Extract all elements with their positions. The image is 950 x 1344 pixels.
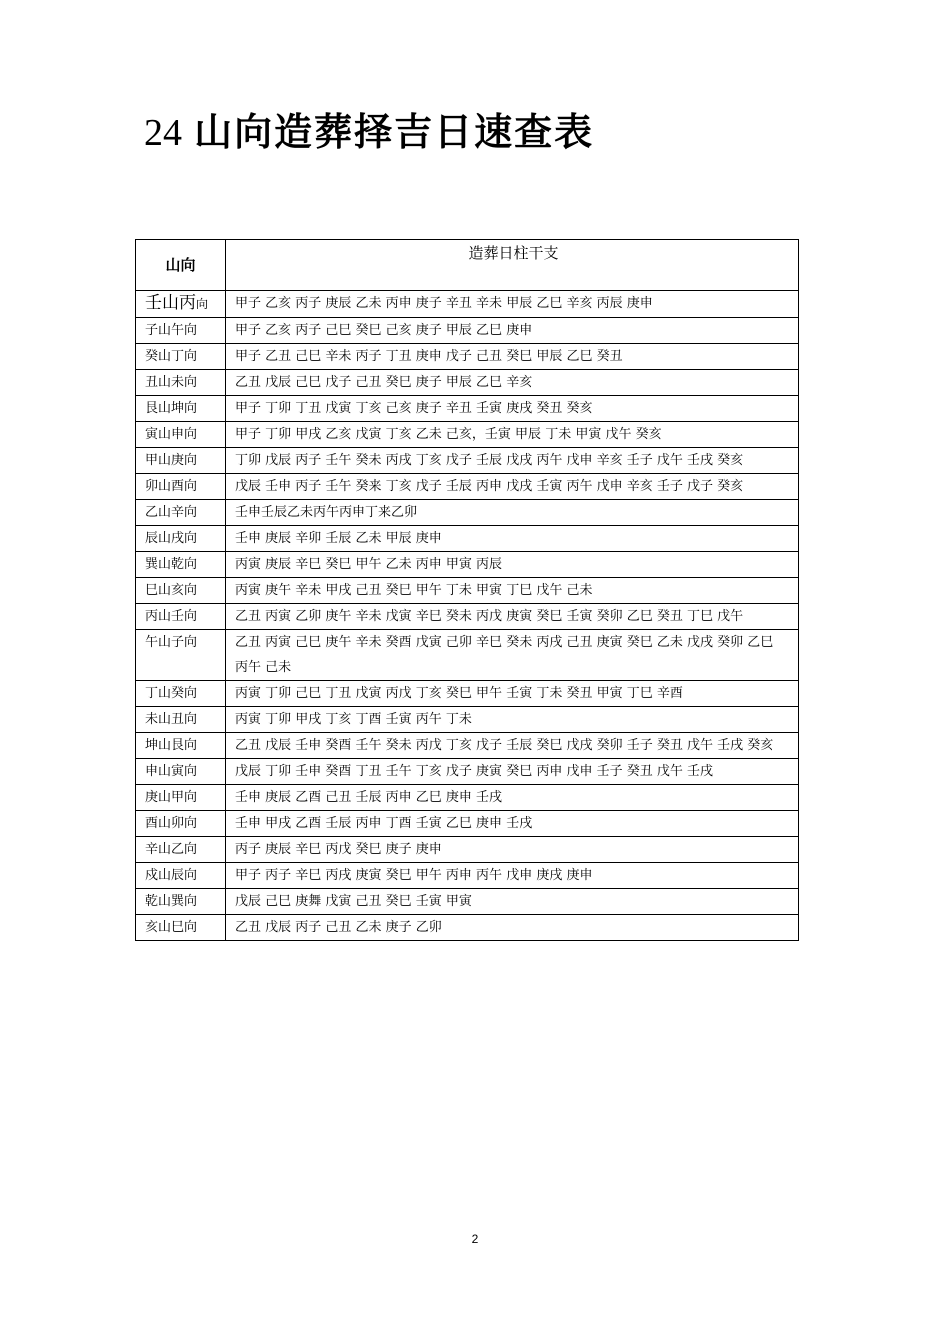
table-row bbox=[136, 681, 799, 707]
dates-cell: 丁卯 戊辰 丙子 壬午 癸未 丙戌 丁亥 戊子 壬辰 戊戌 丙午 戊申 辛亥 壬子 戊午 壬戌 癸亥 bbox=[226, 448, 799, 474]
table-row bbox=[136, 863, 799, 889]
dates-cell: 壬申壬辰乙未丙午丙申丁来乙卯 bbox=[226, 500, 799, 526]
mountain-cell: 戍山辰向 bbox=[136, 863, 226, 889]
mountain-cell: 酉山卯向 bbox=[136, 811, 226, 837]
mountain-cell: 子山午向 bbox=[136, 318, 226, 344]
mountain-cell: 坤山艮向 bbox=[136, 733, 226, 759]
table-row bbox=[136, 500, 799, 526]
page-title bbox=[144, 106, 594, 159]
dates-cell: 戊辰 壬申 丙子 壬午 癸来 丁亥 戊子 壬辰 丙申 戊戌 壬寅 丙午 戊申 辛亥 壬子 戊子 癸亥 bbox=[226, 474, 799, 500]
table-row bbox=[136, 889, 799, 915]
mountain-cell: 未山丑向 bbox=[136, 707, 226, 733]
mountain-cell: 庚山甲向 bbox=[136, 785, 226, 811]
header-mountain: 山向 bbox=[136, 240, 226, 291]
table-header-row bbox=[136, 240, 799, 291]
dates-cell: 壬申 甲戌 乙酉 壬辰 丙申 丁酉 壬寅 乙巳 庚申 壬戌 bbox=[226, 811, 799, 837]
table-row bbox=[136, 733, 799, 759]
mountain-main: 壬山丙 bbox=[145, 293, 196, 313]
dates-cell: 乙丑 戊辰 己巳 戊子 己丑 癸巳 庚子 甲辰 乙巳 辛亥 bbox=[226, 370, 799, 396]
table-row bbox=[136, 474, 799, 500]
table-row bbox=[136, 448, 799, 474]
mountain-cell: 癸山丁向 bbox=[136, 344, 226, 370]
dates-cell: 丙寅 丁卯 己巳 丁丑 戊寅 丙戊 丁亥 癸巳 甲午 壬寅 丁未 癸丑 甲寅 丁巳 辛酉 bbox=[226, 681, 799, 707]
mountain-cell: 卯山酉向 bbox=[136, 474, 226, 500]
dates-cell: 丙寅 庚午 辛未 甲戌 己丑 癸巳 甲午 丁未 甲寅 丁巳 戊午 己未 bbox=[226, 578, 799, 604]
table-row bbox=[136, 759, 799, 785]
table-row bbox=[136, 552, 799, 578]
mountain-cell bbox=[136, 291, 226, 318]
mountain-cell: 巳山亥向 bbox=[136, 578, 226, 604]
table-row bbox=[136, 291, 799, 318]
dates-cell: 乙丑 戊辰 丙子 己丑 乙未 庚子 乙卯 bbox=[226, 915, 799, 941]
mountain-cell: 寅山申向 bbox=[136, 422, 226, 448]
dates-cell: 甲子 丁卯 甲戌 乙亥 戊寅 丁亥 乙未 己亥，壬寅 甲辰 丁未 甲寅 戊午 癸亥 bbox=[226, 422, 799, 448]
dates-cell: 乙丑 丙寅 乙卯 庚午 辛未 戊寅 辛巳 癸未 丙戊 庚寅 癸巳 壬寅 癸卯 乙巳 癸丑 丁巳 戊午 bbox=[226, 604, 799, 630]
dates-cell: 戊辰 己巳 庚舞 戊寅 己丑 癸巳 壬寅 甲寅 bbox=[226, 889, 799, 915]
dates-cell: 甲子 乙亥 丙子 己巳 癸巳 己亥 庚子 甲辰 乙巳 庚申 bbox=[226, 318, 799, 344]
dates-cell: 壬申 庚辰 乙酉 己丑 壬辰 丙申 乙巳 庚申 壬戌 bbox=[226, 785, 799, 811]
mountain-suffix: 向 bbox=[196, 297, 209, 311]
table-row bbox=[136, 422, 799, 448]
dates-cell: 戊辰 丁卯 壬申 癸酉 丁丑 壬午 丁亥 戊子 庚寅 癸巳 丙申 戊申 壬子 癸丑 戊午 壬戌 bbox=[226, 759, 799, 785]
dates-cell: 乙丑 戊辰 壬申 癸酉 壬午 癸未 丙戊 丁亥 戊子 壬辰 癸巳 戊戌 癸卯 壬子 癸丑 戊午 壬戌 癸亥 bbox=[226, 733, 799, 759]
mountain-cell: 辰山戌向 bbox=[136, 526, 226, 552]
dates-cell: 甲子 乙亥 丙子 庚辰 乙未 丙申 庚子 辛丑 辛未 甲辰 乙巳 辛亥 丙辰 庚申 bbox=[226, 291, 799, 318]
table-row bbox=[136, 344, 799, 370]
table-row bbox=[136, 785, 799, 811]
mountain-cell: 乙山辛向 bbox=[136, 500, 226, 526]
table-row bbox=[136, 578, 799, 604]
dates-cell: 甲子 丙子 辛巳 丙戌 庚寅 癸巳 甲午 丙申 丙午 戊申 庚戌 庚申 bbox=[226, 863, 799, 889]
page-number: 2 bbox=[471, 1232, 479, 1246]
mountain-cell: 巽山乾向 bbox=[136, 552, 226, 578]
dates-cell: 丙寅 庚辰 辛巳 癸巳 甲午 乙未 丙申 甲寅 丙辰 bbox=[226, 552, 799, 578]
page-title-number: 24 bbox=[144, 112, 182, 154]
page-title-text: 山向造葬择吉日速查表 bbox=[194, 110, 595, 154]
mountain-cell: 午山子向 bbox=[136, 630, 226, 681]
mountain-cell: 甲山庚向 bbox=[136, 448, 226, 474]
mountain-cell: 辛山乙向 bbox=[136, 837, 226, 863]
table-row bbox=[136, 707, 799, 733]
table-row bbox=[136, 915, 799, 941]
mountain-cell: 乾山巽向 bbox=[136, 889, 226, 915]
table-row bbox=[136, 604, 799, 630]
mountain-cell: 丑山未向 bbox=[136, 370, 226, 396]
dates-cell: 乙丑 丙寅 己巳 庚午 辛未 癸酉 戊寅 己卯 辛巳 癸未 丙戌 己丑 庚寅 癸巳 乙未 戊戌 癸卯 乙巳 丙午 己未 bbox=[226, 630, 799, 681]
table-row bbox=[136, 396, 799, 422]
mountain-cell: 申山寅向 bbox=[136, 759, 226, 785]
table-row bbox=[136, 318, 799, 344]
table-row bbox=[136, 630, 799, 681]
dates-cell: 甲子 乙丑 己巳 辛未 丙子 丁丑 庚申 戊子 己丑 癸巳 甲辰 乙巳 癸丑 bbox=[226, 344, 799, 370]
dates-cell: 丙子 庚辰 辛巳 丙戊 癸巳 庚子 庚申 bbox=[226, 837, 799, 863]
auspicious-dates-table bbox=[135, 239, 799, 941]
dates-cell: 甲子 丁卯 丁丑 戊寅 丁亥 己亥 庚子 辛丑 壬寅 庚戌 癸丑 癸亥 bbox=[226, 396, 799, 422]
table-row bbox=[136, 811, 799, 837]
dates-cell: 丙寅 丁卯 甲戌 丁亥 丁酉 壬寅 丙午 丁未 bbox=[226, 707, 799, 733]
table-row bbox=[136, 526, 799, 552]
mountain-cell: 艮山坤向 bbox=[136, 396, 226, 422]
mountain-cell: 丁山癸向 bbox=[136, 681, 226, 707]
mountain-cell: 亥山巳向 bbox=[136, 915, 226, 941]
dates-cell: 壬申 庚辰 辛卯 壬辰 乙未 甲辰 庚申 bbox=[226, 526, 799, 552]
header-dates: 造葬日柱干支 bbox=[226, 240, 799, 291]
table-row bbox=[136, 837, 799, 863]
mountain-cell: 丙山壬向 bbox=[136, 604, 226, 630]
table-row bbox=[136, 370, 799, 396]
